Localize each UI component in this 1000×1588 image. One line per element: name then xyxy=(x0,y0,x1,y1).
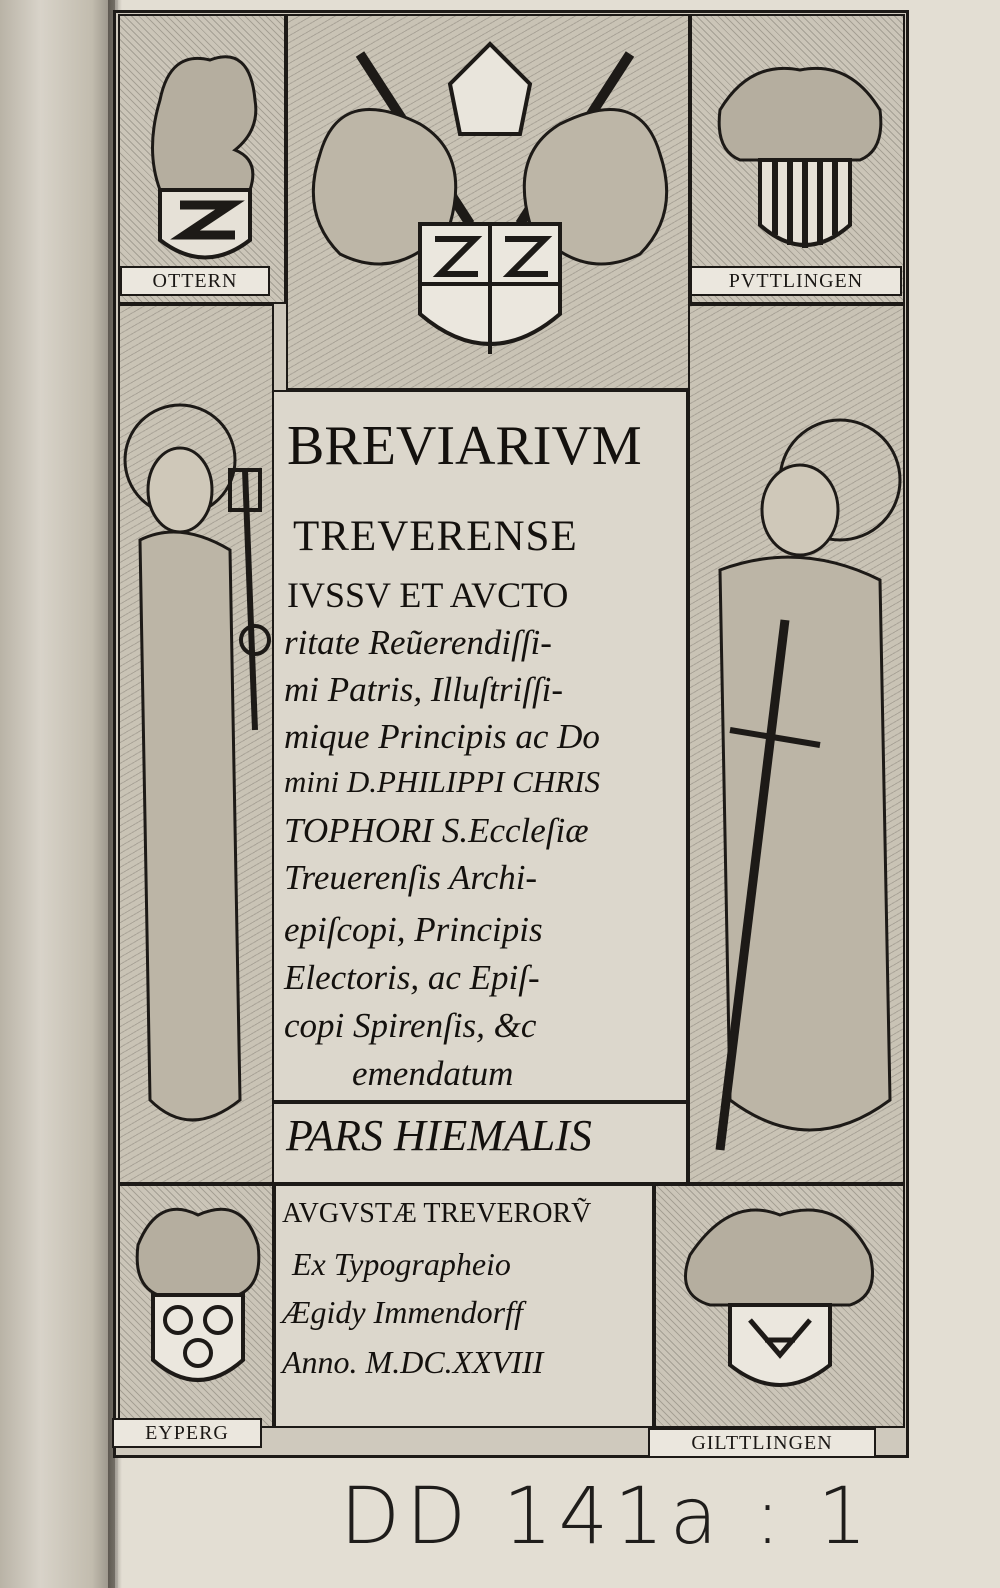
arms-label-top-right: PVTTLINGEN xyxy=(690,266,902,296)
main-title: BREVIARIVM xyxy=(287,415,642,477)
shield-pales-icon xyxy=(710,40,890,270)
shield-roundels-icon xyxy=(128,1195,268,1400)
library-shelfmark: DD 141a : 1 xyxy=(340,1472,874,1562)
imprint-line: Ægidy Immendorff xyxy=(282,1294,523,1330)
imprint-line: AVGVSTÆ TREVERORṼ xyxy=(282,1198,592,1229)
title-body-line: emendatum xyxy=(352,1054,514,1093)
title-body-line: copi Spirenſis, &c xyxy=(284,1006,537,1045)
title-body-line: ritate Reũerendiſſi- xyxy=(284,623,552,662)
title-body-line: Electoris, ac Epiſ- xyxy=(284,958,540,997)
sub-title: TREVERENSE xyxy=(293,513,578,560)
imprint-line: Anno. M.DC.XXVIII xyxy=(282,1344,544,1380)
arms-label-bottom-right: GILTTLINGEN xyxy=(648,1428,876,1458)
title-body-line: epiſcopi, Principis xyxy=(284,910,543,949)
imprint-line: Ex Typographeio xyxy=(292,1246,511,1282)
iussu-line: IVSSV ET AVCTO xyxy=(287,575,569,615)
title-body-line: mini D.PHILIPPI CHRIS xyxy=(284,764,600,799)
saint-peter-with-keys-icon xyxy=(120,380,280,1170)
book-spine-edge xyxy=(0,0,115,1588)
archiepiscopal-arms-icon xyxy=(300,24,680,384)
title-body-line: TOPHORI S.Eccleſiæ xyxy=(284,811,589,850)
pars-hiemalis: PARS HIEMALIS xyxy=(286,1111,592,1160)
title-body-line: Treuerenſis Archi- xyxy=(284,858,538,897)
shield-z-icon xyxy=(140,40,270,270)
arms-label-bottom-left: EYPERG xyxy=(112,1418,262,1448)
arms-label-top-left: OTTERN xyxy=(120,266,270,296)
title-body-line: mique Principis ac Do xyxy=(284,717,600,756)
title-body-line: mi Patris, Illuſtriſſi- xyxy=(284,670,564,709)
shield-eagle-icon xyxy=(670,1195,890,1400)
